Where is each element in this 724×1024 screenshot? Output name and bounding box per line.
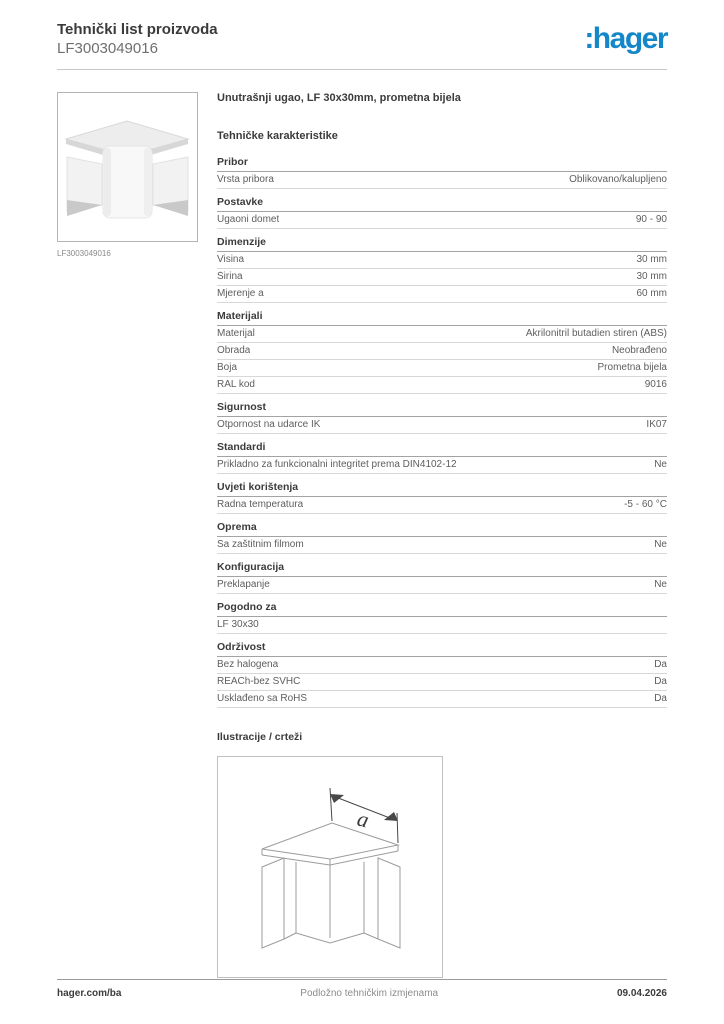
spec-row-value: 30 mm [636,254,667,265]
spec-row [217,212,667,229]
spec-section-title: Oprema [217,522,667,537]
spec-row-label: Boja [217,362,238,373]
spec-row-label: RAL kod [217,379,255,390]
spec-column [217,92,667,978]
product-photo-caption: LF3003049016 [57,249,111,258]
spec-row-value: 9016 [644,379,667,390]
spec-row-label: Širina [217,271,243,282]
spec-row [217,252,667,269]
spec-section [217,482,667,514]
spec-row-value: -5 - 60 °C [624,499,667,510]
spec-row-value: Da [654,676,667,687]
spec-row [217,417,667,434]
spec-row [217,377,667,394]
product-code: LF3003049016 [57,40,158,57]
product-photo-corner-piece [58,101,197,231]
product-name: Unutrašnji ugao, LF 30x30mm, prometna bijela [217,92,461,104]
spec-section [217,562,667,594]
spec-row-label: Prikladno za funkcionalni integritet prema DIN4102-12 [217,459,457,470]
spec-row [217,617,667,634]
spec-section-title: Materijali [217,311,667,326]
hager-logo: :hager [584,22,667,55]
spec-row-label: Materijal [217,328,255,339]
header [57,0,667,70]
spec-section [217,311,667,394]
characteristics-heading: Tehničke karakteristike [217,130,338,142]
spec-row-value: 30 mm [636,271,667,282]
product-photo-column [57,92,217,978]
spec-row-value: Akrilonitril butadien stiren (ABS) [525,328,667,339]
spec-row-label: Vrsta pribora [217,174,274,185]
spec-row-value [657,619,667,630]
spec-row-value: Ne [654,459,667,470]
spec-sections [217,157,667,708]
spec-row [217,691,667,708]
spec-row [217,286,667,303]
spec-section-title: Pribor [217,157,667,172]
technical-drawing-corner-piece [218,757,442,977]
product-photo-frame [57,92,198,242]
spec-row-value: 90 - 90 [635,214,667,225]
spec-row-value: Da [654,659,667,670]
spec-row-label: Usklađeno sa RoHS [217,693,308,704]
spec-row [217,360,667,377]
spec-section-title: Pogodno za [217,602,667,617]
spec-row [217,326,667,343]
footer-disclaimer: Podložno tehničkim izmjenama [300,988,439,999]
spec-section-title: Održivost [217,642,667,657]
spec-row-label: LF 30x30 [217,619,259,630]
spec-row [217,674,667,691]
illustrations-heading: Ilustracije / crteži [217,731,303,743]
spec-section [217,522,667,554]
spec-row [217,172,667,189]
spec-section [217,197,667,229]
spec-section [217,237,667,303]
footer [57,979,667,1000]
spec-row-value: Da [654,693,667,704]
dimension-label: a [354,805,372,833]
spec-row [217,537,667,554]
footer-website: hager.com/ba [57,988,122,999]
main-content [57,92,667,978]
spec-row [217,457,667,474]
spec-row-label: Obrada [217,345,251,356]
spec-row-value: 60 mm [636,288,667,299]
spec-row-label: Mjerenje a [217,288,264,299]
header-title-block [57,21,218,58]
spec-row [217,497,667,514]
spec-row [217,343,667,360]
spec-row-value: Oblikovano/kalupljeno [569,174,667,185]
spec-section-title: Standardi [217,442,667,457]
spec-section-title: Konfiguracija [217,562,667,577]
spec-row-label: Bez halogena [217,659,279,670]
spec-row-label: REACh-bez SVHC [217,676,301,687]
spec-row-value: Prometna bijela [597,362,667,373]
spec-section [217,402,667,434]
spec-section-title: Uvjeti korištenja [217,482,667,497]
spec-row-value: Neobrađeno [611,345,667,356]
spec-row [217,577,667,594]
spec-row-label: Visina [217,254,245,265]
spec-section-title: Postavke [217,197,667,212]
spec-row-value: Ne [654,539,667,550]
spec-row [217,657,667,674]
technical-drawing-frame [217,756,443,978]
spec-row-label: Otpornost na udarce IK [217,419,321,430]
spec-row-value: Ne [654,579,667,590]
footer-date: 09.04.2026 [616,988,667,999]
spec-section [217,642,667,708]
spec-row-label: Radna temperatura [217,499,304,510]
spec-section [217,602,667,634]
spec-row [217,269,667,286]
dimension-arrowhead-left [330,794,344,803]
spec-section-title: Sigurnost [217,402,667,417]
page-title: Tehnički list proizvoda [57,21,218,38]
spec-row-label: Preklapanje [217,579,270,590]
spec-row-label: Ugaoni domet [217,214,280,225]
spec-section [217,157,667,189]
spec-row-label: Sa zaštitnim filmom [217,539,304,550]
spec-section [217,442,667,474]
spec-section-title: Dimenzije [217,237,667,252]
spec-row-value: IK07 [646,419,667,430]
